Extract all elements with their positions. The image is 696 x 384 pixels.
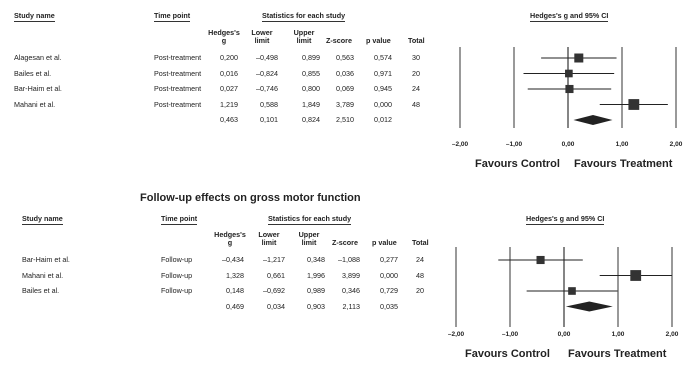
study-name: Bailes et al. bbox=[22, 286, 60, 295]
col-header-z: Z-score bbox=[332, 238, 358, 247]
section-title: Follow-up effects on gross motor function bbox=[140, 192, 361, 204]
summary-diamond bbox=[573, 115, 612, 125]
x-tick-label: 2,00 bbox=[669, 141, 683, 148]
summary-lower: 0,101 bbox=[260, 115, 278, 124]
summary-p: 0,012 bbox=[374, 115, 392, 124]
col-header-p: p value bbox=[366, 36, 391, 45]
x-tick-label: 0,00 bbox=[557, 331, 571, 338]
lower-limit: –0,498 bbox=[256, 53, 278, 62]
time-point: Post-treatment bbox=[154, 68, 202, 78]
col-header-ci: Hedges's g and 95% CI bbox=[530, 11, 609, 20]
upper-limit: 1,849 bbox=[302, 99, 320, 109]
hedges-g: 1,328 bbox=[226, 270, 244, 280]
z-score: 0,036 bbox=[336, 68, 354, 78]
study-name: Bar-Haim et al. bbox=[22, 255, 70, 264]
time-point: Post-treatment bbox=[154, 99, 202, 109]
upper-limit: 0,800 bbox=[302, 84, 320, 93]
hedges-g: 0,200 bbox=[220, 53, 238, 62]
col-header-time-point: Time point bbox=[161, 214, 198, 223]
col-header-total: Total bbox=[408, 36, 425, 45]
col-header-p: p value bbox=[372, 238, 397, 247]
x-tick-label: 1,00 bbox=[611, 331, 625, 338]
effect-square bbox=[565, 85, 573, 93]
favours-treatment-label: Favours Treatment bbox=[568, 348, 667, 360]
lower-limit: 0,661 bbox=[267, 270, 285, 280]
effect-square bbox=[574, 54, 583, 63]
favours-treatment-label: Favours Treatment bbox=[574, 158, 673, 170]
z-score: 0,346 bbox=[342, 286, 360, 295]
favours-control-label: Favours Control bbox=[475, 158, 560, 170]
z-score: 0,563 bbox=[336, 53, 354, 62]
study-name: Bar-Haim et al. bbox=[14, 84, 62, 93]
col-header-time-point: Time point bbox=[154, 11, 191, 20]
col-header-upper: Upper limit bbox=[293, 28, 315, 45]
hedges-g: 0,016 bbox=[220, 68, 238, 78]
summary-upper: 0,824 bbox=[302, 115, 320, 124]
upper-limit: 0,348 bbox=[307, 255, 325, 264]
col-header-lower: Lower limit bbox=[258, 230, 280, 247]
lower-limit: 0,588 bbox=[260, 99, 278, 109]
p-value: 0,971 bbox=[374, 68, 392, 78]
p-value: 0,000 bbox=[374, 99, 392, 109]
study-name: Bailes et al. bbox=[14, 68, 52, 78]
hedges-g: 0,027 bbox=[220, 84, 238, 93]
col-header-ci: Hedges's g and 95% CI bbox=[526, 214, 605, 223]
total-n: 20 bbox=[416, 286, 424, 295]
p-value: 0,729 bbox=[380, 286, 398, 295]
time-point: Follow-up bbox=[161, 270, 193, 280]
upper-limit: 1,996 bbox=[307, 270, 325, 280]
effect-square bbox=[568, 287, 576, 295]
col-header-g: Hedges's g bbox=[214, 230, 246, 247]
z-score: 3,899 bbox=[342, 270, 360, 280]
summary-diamond bbox=[566, 302, 613, 312]
p-value: 0,277 bbox=[380, 255, 398, 264]
p-value: 0,945 bbox=[374, 84, 392, 93]
col-header-stats-group: Statistics for each study bbox=[268, 214, 352, 223]
summary-g: 0,469 bbox=[226, 301, 244, 311]
lower-limit: –1,217 bbox=[263, 255, 285, 264]
summary-z: 2,113 bbox=[342, 301, 360, 311]
hedges-g: –0,434 bbox=[222, 255, 244, 264]
total-n: 24 bbox=[412, 84, 420, 93]
z-score: 0,069 bbox=[336, 84, 354, 93]
favours-control-label: Favours Control bbox=[465, 348, 550, 360]
effect-square bbox=[630, 270, 641, 281]
summary-g: 0,463 bbox=[220, 115, 238, 124]
upper-limit: 0,989 bbox=[307, 286, 325, 295]
study-name: Alagesan et al. bbox=[14, 53, 62, 62]
x-tick-label: –2,00 bbox=[447, 331, 465, 338]
total-n: 30 bbox=[412, 53, 420, 62]
p-value: 0,000 bbox=[380, 270, 398, 280]
effect-square bbox=[628, 99, 639, 110]
time-point: Post-treatment bbox=[154, 84, 202, 93]
col-header-upper: Upper limit bbox=[298, 230, 320, 247]
study-name: Mahani et al. bbox=[22, 270, 64, 280]
summary-upper: 0,903 bbox=[307, 301, 325, 311]
col-header-lower: Lower limit bbox=[251, 28, 273, 45]
summary-z: 2,510 bbox=[336, 115, 354, 124]
x-tick-label: 0,00 bbox=[561, 141, 575, 148]
total-n: 24 bbox=[416, 255, 424, 264]
lower-limit: –0,746 bbox=[256, 84, 278, 93]
col-header-total: Total bbox=[412, 238, 429, 247]
x-tick-label: –1,00 bbox=[505, 141, 523, 148]
hedges-g: 0,148 bbox=[226, 286, 244, 295]
lower-limit: –0,824 bbox=[256, 68, 278, 78]
z-score: –1,088 bbox=[338, 255, 360, 264]
upper-limit: 0,899 bbox=[302, 53, 320, 62]
summary-lower: 0,034 bbox=[267, 301, 285, 311]
hedges-g: 1,219 bbox=[220, 99, 238, 109]
time-point: Follow-up bbox=[161, 255, 193, 264]
time-point: Follow-up bbox=[161, 286, 193, 295]
x-tick-label: 1,00 bbox=[615, 141, 629, 148]
z-score: 3,789 bbox=[336, 99, 354, 109]
upper-limit: 0,855 bbox=[302, 68, 320, 78]
col-header-z: Z-score bbox=[326, 36, 352, 45]
p-value: 0,574 bbox=[374, 53, 392, 62]
summary-p: 0,035 bbox=[380, 301, 398, 311]
x-tick-label: –1,00 bbox=[501, 331, 519, 338]
lower-limit: –0,692 bbox=[263, 286, 285, 295]
study-name: Mahani et al. bbox=[14, 99, 56, 109]
total-n: 48 bbox=[416, 270, 424, 280]
x-tick-label: –2,00 bbox=[451, 141, 469, 148]
x-tick-label: 2,00 bbox=[665, 331, 679, 338]
time-point: Post-treatment bbox=[154, 53, 202, 62]
col-header-g: Hedges's g bbox=[208, 28, 240, 45]
total-n: 20 bbox=[412, 68, 420, 78]
col-header-study: Study name bbox=[14, 11, 55, 20]
col-header-stats-group: Statistics for each study bbox=[262, 11, 346, 20]
total-n: 48 bbox=[412, 99, 420, 109]
effect-square bbox=[537, 256, 545, 264]
effect-square bbox=[565, 70, 573, 78]
col-header-study: Study name bbox=[22, 214, 63, 223]
